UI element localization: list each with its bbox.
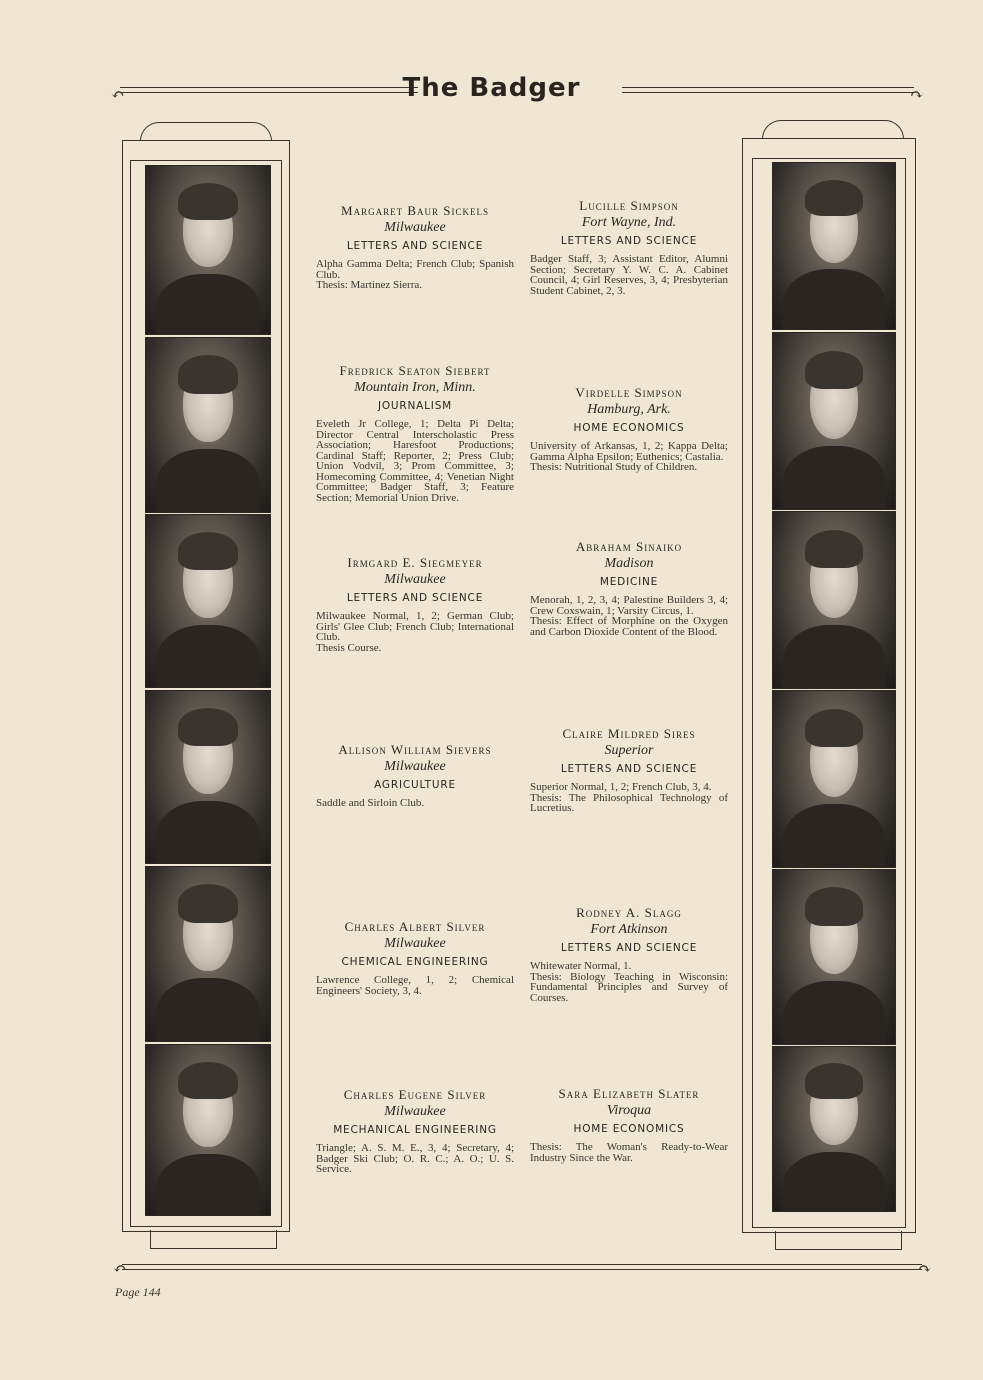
student-activities: Thesis: The Woman's Ready-to-Wear Industry Since the War. bbox=[530, 1141, 728, 1164]
student-college: LETTERS AND SCIENCE bbox=[560, 942, 698, 954]
student-name: Irmgard E. Siegmeyer bbox=[347, 555, 483, 570]
portrait-photo bbox=[145, 690, 271, 864]
student-college: LETTERS AND SCIENCE bbox=[560, 235, 698, 247]
student-name: Rodney A. Slagg bbox=[576, 905, 682, 920]
student-hometown: Hamburg, Ark. bbox=[587, 402, 671, 417]
student-entry bbox=[316, 1086, 514, 1175]
student-hometown: Fort Wayne, Ind. bbox=[581, 215, 677, 230]
header-rule-right bbox=[622, 87, 914, 93]
portrait-photo bbox=[145, 337, 271, 513]
student-activities: Saddle and Sirloin Club. bbox=[316, 797, 425, 809]
student-entry bbox=[530, 725, 728, 814]
student-entry bbox=[530, 384, 728, 473]
student-activities: Triangle; A. S. M. E., 3, 4; Secretary, 4; Badger Ski Club; O. R. C.; A. O.; U. S. Service. bbox=[316, 1142, 514, 1175]
student-hometown: Fort Atkinson bbox=[590, 922, 668, 937]
student-entry bbox=[316, 918, 514, 996]
student-hometown: Mountain Iron, Minn. bbox=[354, 380, 476, 395]
student-name: Claire Mildred Sires bbox=[562, 726, 696, 741]
student-college: HOME ECONOMICS bbox=[573, 1123, 685, 1135]
student-college: HOME ECONOMICS bbox=[573, 422, 685, 434]
student-activities: Eveleth Jr College, 1; Delta Pi Delta; Director Central Interscholastic Press Association; Haresfoot Productions; Cardinal Staff; Reporter, 2; Press Club; Union Vodvil, 3; Prom Committee, 3; Homecoming Committee, 4; Venetian Night Committee; Badger Staff, 3; Feature Section; Memorial Union Drive. bbox=[316, 418, 514, 504]
student-entry bbox=[316, 202, 514, 291]
student-college: AGRICULTURE bbox=[374, 779, 456, 791]
page-number: Page 144 bbox=[115, 1285, 161, 1299]
student-name: Fredrick Seaton Siebert bbox=[339, 363, 491, 378]
student-hometown: Milwaukee bbox=[384, 759, 446, 774]
student-activities: University of Arkansas, 1, 2; Kappa Delta; Gamma Alpha Epsilon; Euthenics; Castalia. Thesis: Nutritional Study of Children. bbox=[530, 440, 728, 473]
student-entry bbox=[316, 554, 514, 653]
student-activities: Superior Normal, 1, 2; French Club, 3, 4. Thesis: The Philosophical Technology of Lucretius. bbox=[530, 781, 728, 814]
student-college: LETTERS AND SCIENCE bbox=[346, 592, 484, 604]
student-entry bbox=[316, 741, 514, 809]
footer-scroll-right: ↷ bbox=[918, 1261, 932, 1278]
portrait-photo bbox=[772, 690, 896, 868]
student-college: LETTERS AND SCIENCE bbox=[560, 763, 698, 775]
left-frame-cap bbox=[140, 122, 272, 141]
student-activities: Alpha Gamma Delta; French Club; Spanish Club. Thesis: Martinez Sierra. bbox=[316, 258, 514, 291]
student-entry bbox=[530, 197, 728, 296]
student-activities: Milwaukee Normal, 1, 2; German Club; Girls' Glee Club; French Club; International Club. Thesis Course. bbox=[316, 610, 514, 654]
student-name: Margaret Baur Sickels bbox=[341, 203, 489, 218]
student-name: Charles Albert Silver bbox=[344, 919, 486, 934]
student-college: LETTERS AND SCIENCE bbox=[346, 240, 484, 252]
student-name: Allison William Sievers bbox=[338, 742, 492, 757]
portrait-photo bbox=[772, 1046, 896, 1212]
student-college: JOURNALISM bbox=[377, 400, 453, 412]
student-name: Virdelle Simpson bbox=[575, 385, 683, 400]
student-entry bbox=[530, 1085, 728, 1163]
student-activities: Whitewater Normal, 1. Thesis: Biology Teaching in Wisconsin: Fundamental Principles and Survey of Courses. bbox=[530, 960, 728, 1004]
portrait-photo bbox=[145, 514, 271, 688]
portrait-photo bbox=[772, 332, 896, 510]
student-hometown: Milwaukee bbox=[384, 572, 446, 587]
footer-scroll-left: ↶ bbox=[113, 1261, 127, 1278]
student-college: MEDICINE bbox=[599, 576, 659, 588]
student-hometown: Milwaukee bbox=[384, 936, 446, 951]
portrait-photo bbox=[772, 869, 896, 1045]
student-name: Lucille Simpson bbox=[579, 198, 679, 213]
portrait-photo bbox=[145, 165, 271, 335]
footer-rule bbox=[122, 1264, 922, 1270]
student-hometown: Superior bbox=[604, 743, 654, 758]
student-hometown: Viroqua bbox=[606, 1103, 652, 1118]
student-hometown: Milwaukee bbox=[384, 1104, 446, 1119]
student-name: Charles Eugene Silver bbox=[343, 1087, 487, 1102]
student-hometown: Milwaukee bbox=[384, 220, 446, 235]
student-college: MECHANICAL ENGINEERING bbox=[333, 1124, 497, 1136]
student-hometown: Madison bbox=[604, 556, 654, 571]
student-activities: Lawrence College, 1, 2; Chemical Engineers' Society, 3, 4. bbox=[316, 974, 514, 997]
portrait-photo bbox=[145, 866, 271, 1042]
portrait-photo bbox=[145, 1044, 271, 1216]
right-frame-cap bbox=[762, 120, 904, 139]
portrait-photo bbox=[772, 511, 896, 689]
page-title: The Badger bbox=[402, 73, 581, 103]
student-activities: Badger Staff, 3; Assistant Editor, Alumni Section; Secretary Y. W. C. A. Cabinet Council, 4; Girl Reserves, 3, 4; Presbyterian Student Cabinet, 2, 3. bbox=[530, 253, 728, 297]
student-name: Abraham Sinaiko bbox=[575, 539, 683, 554]
right-frame-base bbox=[775, 1231, 902, 1250]
header-scroll-left: ↶ bbox=[111, 87, 125, 104]
student-name: Sara Elizabeth Slater bbox=[558, 1086, 700, 1101]
student-college: CHEMICAL ENGINEERING bbox=[341, 956, 489, 968]
header-scroll-right: ↷ bbox=[910, 87, 924, 104]
student-activities: Menorah, 1, 2, 3, 4; Palestine Builders 3, 4; Crew Coxswain, 1; Varsity Circus, 1. Thesis: Effect of Morphine on the Oxygen and Carbon Dioxide Content of the Blood. bbox=[530, 594, 728, 638]
student-entry bbox=[530, 904, 728, 1003]
left-frame-base bbox=[150, 1230, 277, 1249]
student-entry bbox=[316, 362, 514, 503]
student-entry bbox=[530, 538, 728, 637]
portrait-photo bbox=[772, 162, 896, 330]
